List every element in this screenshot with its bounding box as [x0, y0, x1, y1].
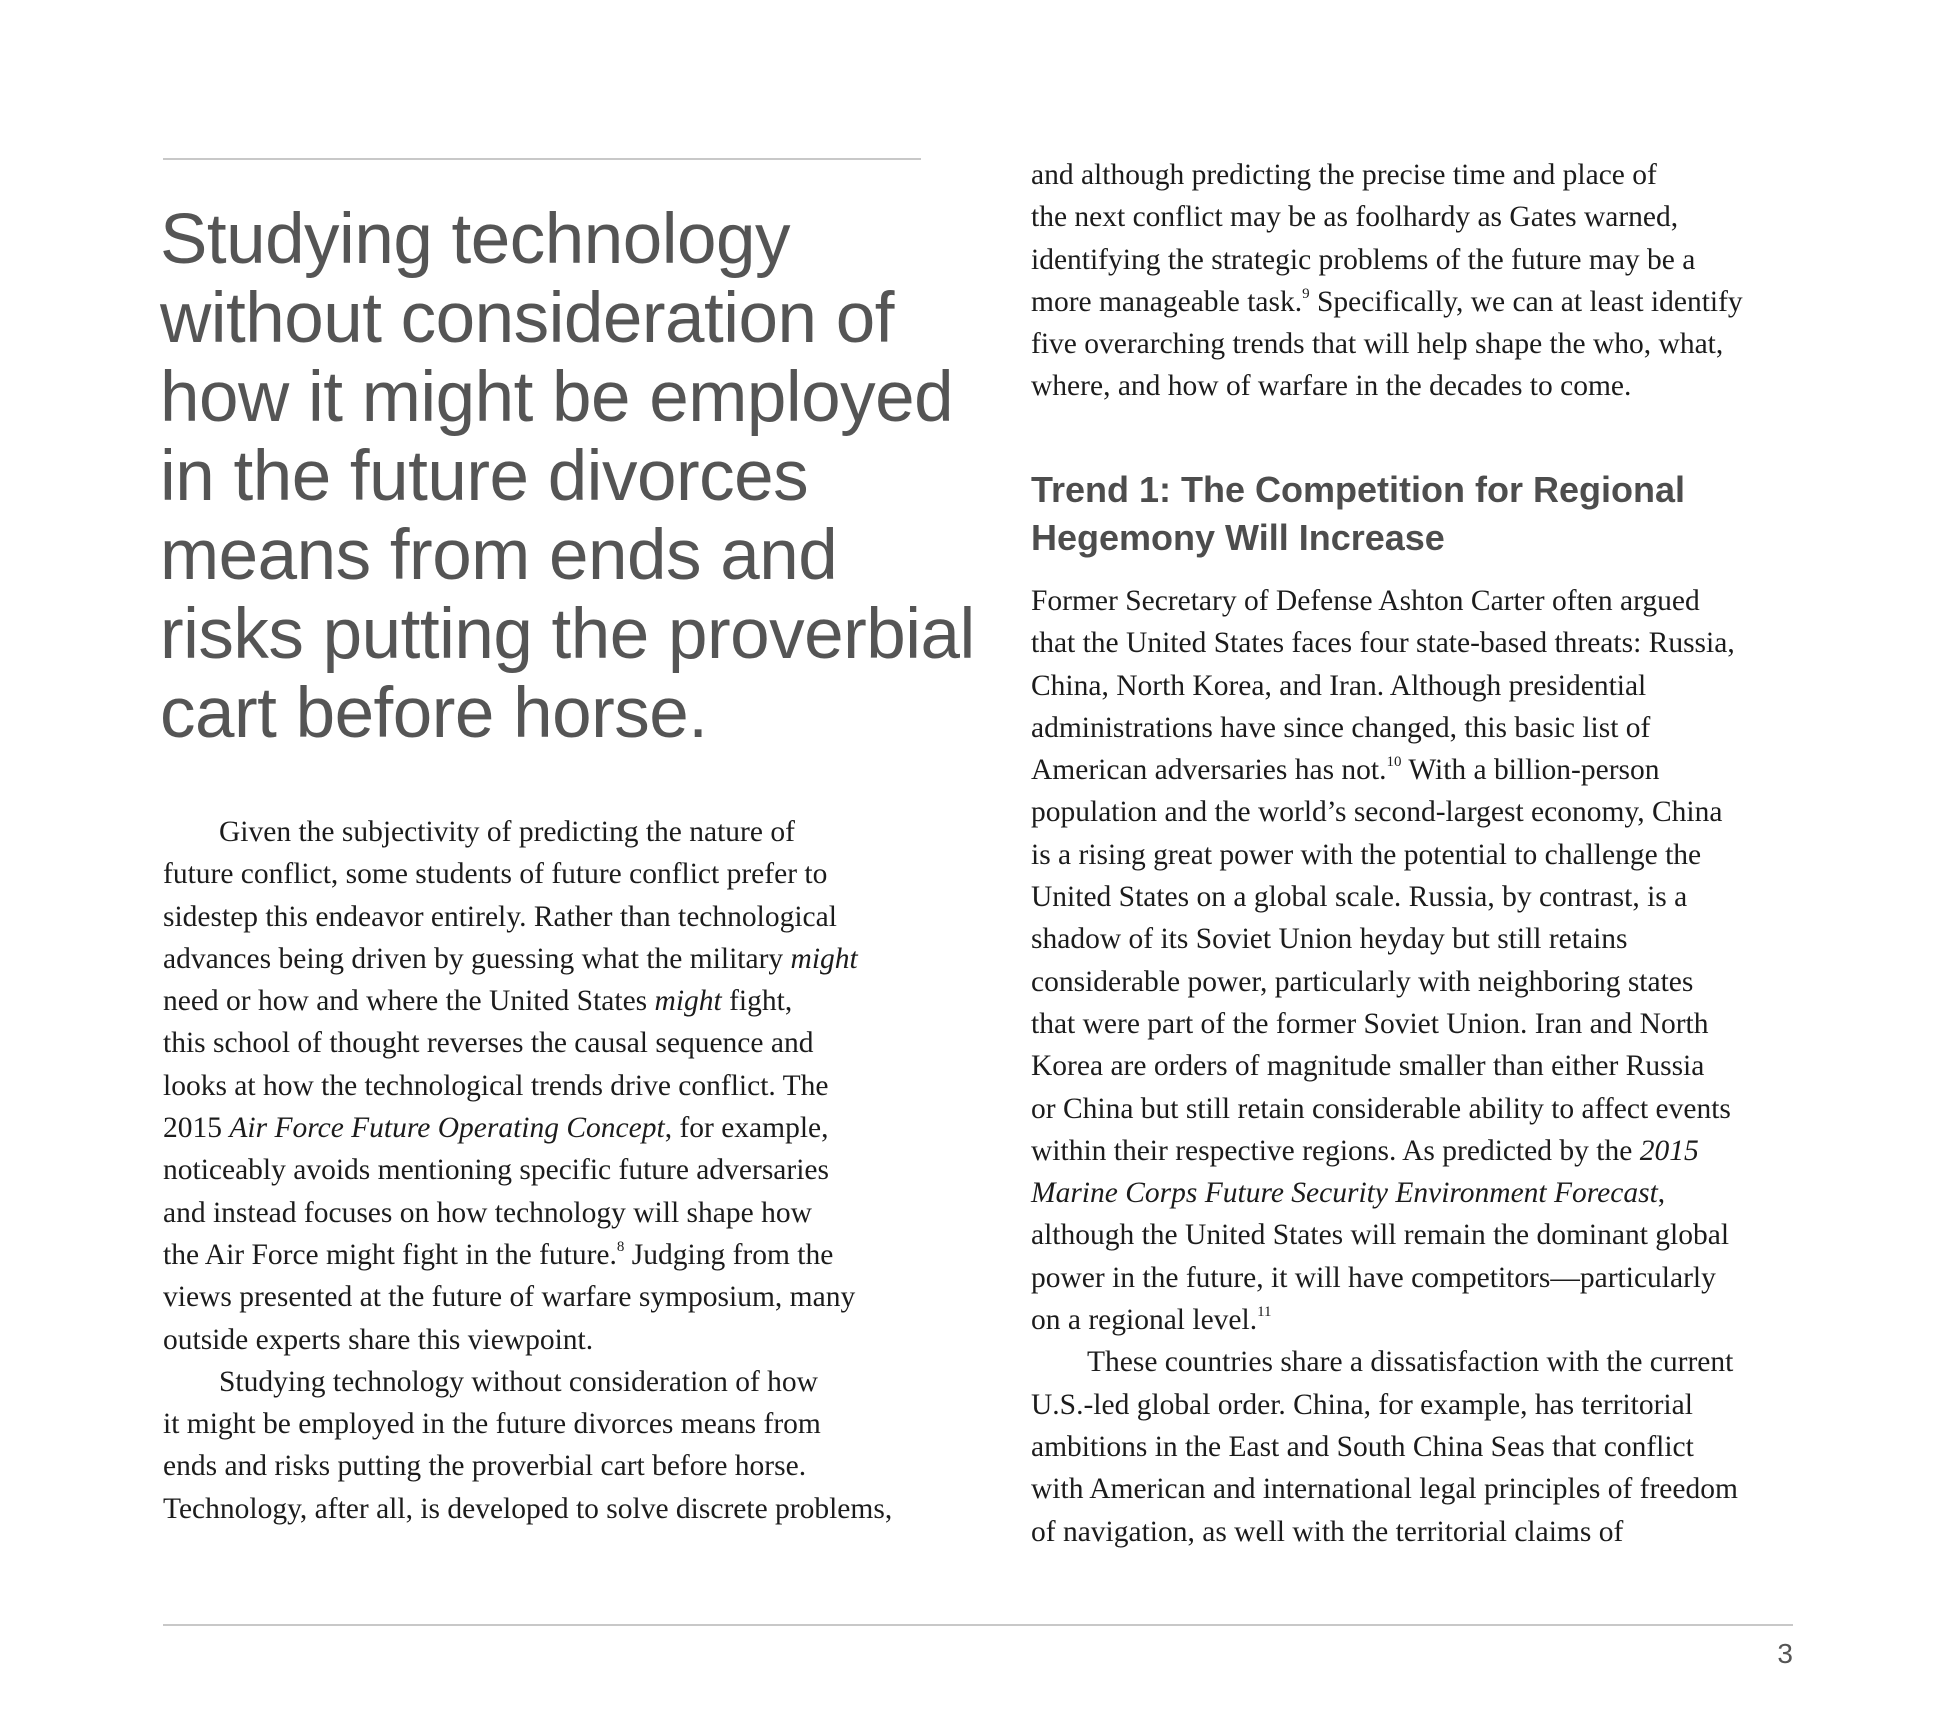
- pull-quote-line: means from ends and: [160, 516, 838, 595]
- footnote-ref[interactable]: 10: [1386, 754, 1402, 771]
- text-line: and instead focuses on how technology will shape how: [163, 1196, 812, 1229]
- section-heading: [1031, 466, 1811, 562]
- text-line: views presented at the future of warfare symposium, many: [163, 1281, 856, 1314]
- text-line: United States on a global scale. Russia, by contrast, is a: [1031, 881, 1688, 914]
- text-line: of navigation, as well with the territorial claims of: [1031, 1515, 1624, 1548]
- pull-quote-line: risks putting the proverbial: [160, 595, 975, 674]
- text-line: [163, 1234, 943, 1276]
- footnote-ref[interactable]: 8: [616, 1239, 625, 1256]
- pull-quote-line: in the future divorces: [160, 437, 809, 516]
- text-line: [1031, 1130, 1811, 1172]
- text-segment: more manageable task.: [1031, 285, 1303, 318]
- text-segment: need or how and where the United States: [163, 985, 655, 1018]
- text-line: ends and risks putting the proverbial cart before horse.: [163, 1450, 807, 1483]
- pull-quote-line: without consideration of: [160, 279, 894, 358]
- text-line: U.S.-led global order. China, for example, has territorial: [1031, 1388, 1693, 1421]
- text-line: These countries share a dissatisfaction with the current: [1087, 1346, 1734, 1379]
- left-paragraph-2: [163, 1361, 943, 1530]
- text-line: the next conflict may be as foolhardy as Gates warned,: [1031, 201, 1679, 234]
- text-line: Former Secretary of Defense Ashton Carter often argued: [1031, 585, 1700, 617]
- publication-title: 2015: [1639, 1134, 1699, 1167]
- text-line: or China but still retain considerable ability to affect events: [1031, 1092, 1731, 1125]
- text-line: and although predicting the precise time and place of: [1031, 159, 1657, 191]
- emphasis-text: might: [790, 942, 858, 975]
- text-line: identifying the strategic problems of the future may be a: [1031, 243, 1696, 276]
- text-segment: , for example,: [664, 1112, 829, 1145]
- text-line: [163, 980, 943, 1022]
- text-line: [1031, 749, 1811, 791]
- text-line: that were part of the former Soviet Union. Iran and North: [1031, 1007, 1709, 1040]
- publication-title: Marine Corps Future Security Environment Forecast: [1031, 1177, 1658, 1210]
- text-line: with American and international legal principles of freedom: [1031, 1473, 1738, 1506]
- page-number: 3: [1777, 1638, 1793, 1669]
- text-line: [163, 1107, 943, 1149]
- text-line: shadow of its Soviet Union heyday but still retains: [1031, 923, 1628, 956]
- pull-quote-line: Studying technology: [160, 200, 790, 279]
- text-line: is a rising great power with the potential to challenge the: [1031, 838, 1702, 871]
- heading-line: Hegemony Will Increase: [1031, 517, 1445, 558]
- publication-title: Air Force Future Operating Concept: [229, 1112, 665, 1145]
- text-line: future conflict, some students of future conflict prefer to: [163, 858, 828, 891]
- text-line: [1031, 1172, 1811, 1214]
- text-segment: American adversaries has not.: [1031, 754, 1387, 787]
- text-line: it might be employed in the future divorces means from: [163, 1408, 821, 1441]
- text-segment: fight,: [721, 985, 793, 1018]
- text-line: [1031, 1299, 1811, 1341]
- heading-line: Trend 1: The Competition for Regional: [1031, 469, 1686, 510]
- text-line: this school of thought reverses the causal sequence and: [163, 1027, 814, 1060]
- text-line: that the United States faces four state-based threats: Russia,: [1031, 627, 1735, 660]
- pull-quote-line: how it might be employed: [160, 358, 954, 437]
- text-line: population and the world’s second-largest economy, China: [1031, 796, 1723, 829]
- text-segment: the Air Force might fight in the future.: [163, 1238, 617, 1271]
- top-rule: [163, 158, 921, 160]
- left-paragraph-1: [163, 811, 943, 1361]
- right-paragraph-1: [1031, 580, 1811, 1341]
- pull-quote: [160, 200, 975, 753]
- right-column: [1031, 580, 1811, 1553]
- text-line: Given the subjectivity of predicting the nature of: [219, 816, 795, 848]
- text-line: Studying technology without consideration of how: [219, 1365, 818, 1398]
- footnote-ref[interactable]: 11: [1257, 1304, 1272, 1321]
- text-line: sidestep this endeavor entirely. Rather than technological: [163, 900, 837, 933]
- text-segment: ,: [1657, 1177, 1666, 1210]
- text-segment: within their respective regions. As predicted by the: [1031, 1134, 1640, 1167]
- emphasis-text: might: [654, 985, 722, 1018]
- text-line: looks at how the technological trends drive conflict. The: [163, 1069, 829, 1102]
- text-segment: Judging from the: [624, 1238, 834, 1271]
- footer-rule: [163, 1624, 1793, 1626]
- text-line: [1031, 281, 1811, 323]
- text-segment: on a regional level.: [1031, 1304, 1258, 1337]
- text-line: Technology, after all, is developed to solve discrete problems,: [163, 1492, 893, 1525]
- text-line: although the United States will remain the dominant global: [1031, 1219, 1730, 1252]
- text-line: noticeably avoids mentioning specific future adversaries: [163, 1154, 829, 1187]
- text-segment: Specifically, we can at least identify: [1309, 285, 1743, 318]
- text-segment: 2015: [163, 1112, 230, 1145]
- right-continuation-paragraph: [1031, 154, 1811, 408]
- text-line: ambitions in the East and South China Seas that conflict: [1031, 1430, 1694, 1463]
- text-segment: With a billion-person: [1401, 754, 1660, 787]
- left-column: [163, 811, 943, 1530]
- text-line: Korea are orders of magnitude smaller than either Russia: [1031, 1050, 1705, 1083]
- text-line: power in the future, it will have competitors—particularly: [1031, 1261, 1716, 1294]
- text-line: where, and how of warfare in the decades to come.: [1031, 370, 1632, 403]
- text-line: outside experts share this viewpoint.: [163, 1323, 594, 1356]
- text-line: considerable power, particularly with neighboring states: [1031, 965, 1694, 998]
- footnote-ref[interactable]: 9: [1302, 286, 1310, 303]
- text-line: administrations have since changed, this basic list of: [1031, 711, 1651, 744]
- pull-quote-line: cart before horse.: [160, 674, 708, 753]
- text-line: [163, 938, 943, 980]
- text-line: five overarching trends that will help shape the who, what,: [1031, 328, 1724, 361]
- text-line: China, North Korea, and Iran. Although presidential: [1031, 669, 1647, 702]
- text-segment: advances being driven by guessing what the military: [163, 942, 791, 975]
- right-paragraph-2: [1031, 1341, 1811, 1552]
